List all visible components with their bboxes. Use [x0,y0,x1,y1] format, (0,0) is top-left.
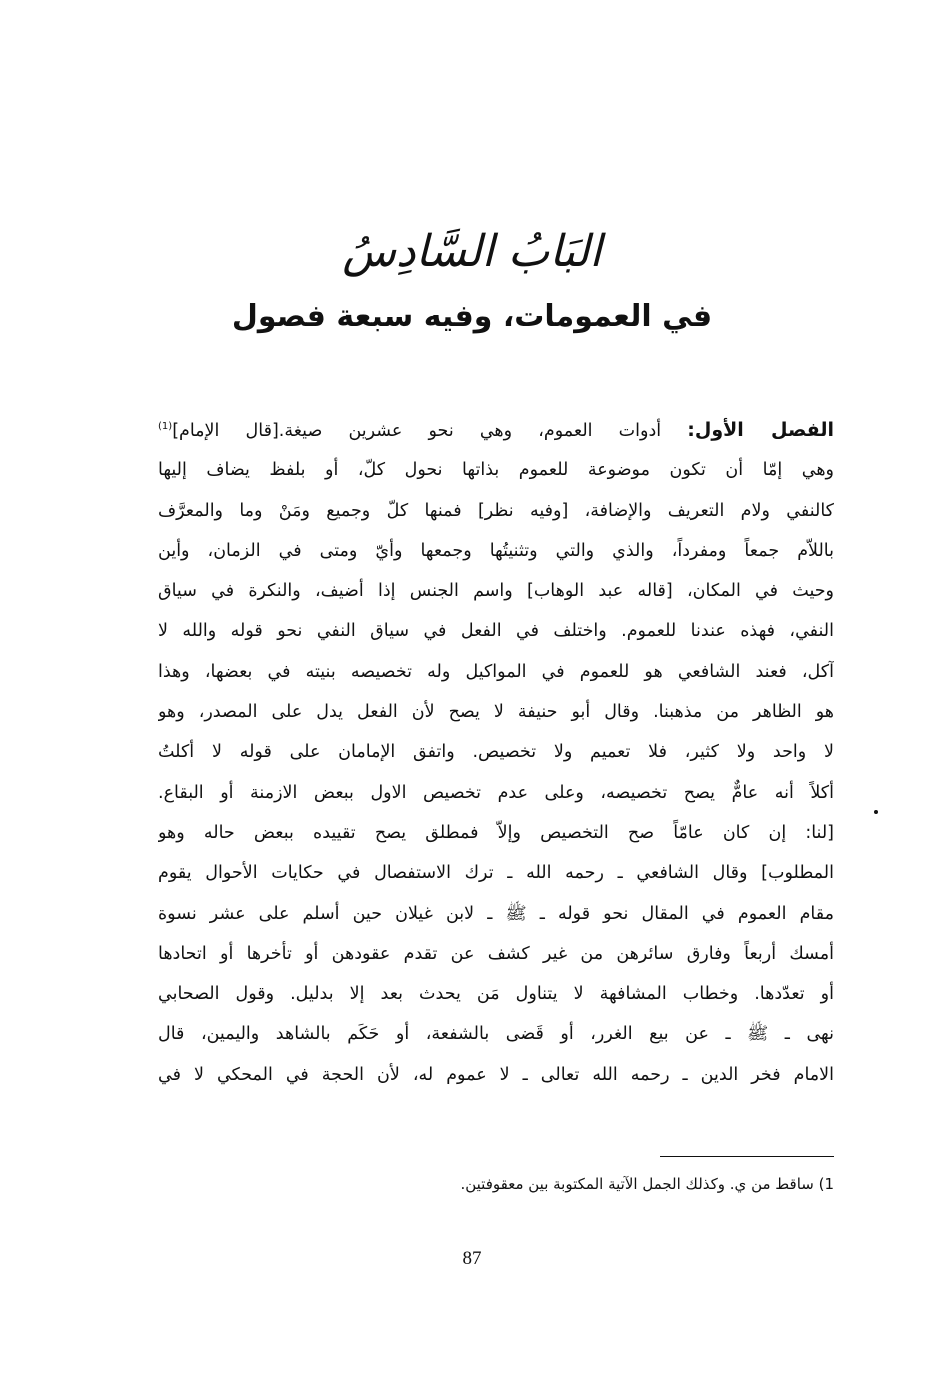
body-line: [لنا: إن كان عامّاً صح التخصيص وإلاّ فمطلق يصح تقييده ببعض حاله وهو [158,822,834,843]
footnote: 1) ساقط من ي. وكذلك الجمل الآتية المكتوبة بين معقوفتين. [460,1175,834,1193]
body-line: أكلاً أنه عامٌّ يصح تخصيصه، وعلى عدم تخصيص الاول ببعض الازمنة أو البقاع. [158,782,834,803]
body-line: أو تعدّدها. وخطاب المشافهة لا يتناول مَن يحدث بعد إلا بدليل. وقول الصحابي [158,984,834,1005]
footnote-divider [660,1156,834,1157]
body-line: باللاّم جمعاً ومفرداً، والذي والتي وتثنيتُها وجمعها وأيّ ومتى في الزمان، وأين [158,540,834,561]
body-line: المطلوب] وقال الشافعي ـ رحمه الله ـ ترك الاستفصال في حكايات الأحوال يقوم [158,863,834,884]
body-line: هو الظاهر من مذهبنا. وقال أبو حنيفة لا يصح لأن الفعل يدل على المصدر، وهو [158,702,834,723]
body-text [158,410,834,1095]
body-line: آكل، فعند الشافعي هو للعموم في المواكيل وله تخصيصه بنيته في بعضها، وهذا [158,661,834,682]
body-line: وهي إمّا أن تكون موضوعة للعموم بذاتها نحول كلّ، أو بلفظ يضاف إليها [158,460,834,481]
body-line: كالنفي ولام التعريف والإضافة، [وفيه نظر] فمنها كلّ وجميع ومَنْ وما والمعرَّف [158,500,834,521]
body-line: وحيث في المكان، [قاله عبد الوهاب] واسم الجنس إذا أضيف، والنكرة في سياق [158,581,834,602]
page-number: 87 [462,1248,482,1269]
body-line: مقام العموم في المقال نحو قوله ـ ﷺ ـ لابن غيلان حين أسلم على عشر نسوة [158,903,834,924]
margin-mark [874,810,878,814]
body-line: أمسك أربعاً وفارق سائرهن من غير كشف عن تقدم عقودهن أو تأخرها أو اتحادها [158,943,834,964]
body-line: نهى ـ ﷺ ـ عن بيع الغرر، أو قَضى بالشفعة، أو حَكَم بالشاهد واليمين، قال [158,1024,834,1045]
footnote-marker: (1) [158,421,173,433]
body-line [158,410,834,450]
chapter-title: البَابُ السَّادِسُ [342,226,602,277]
chapter-subtitle: في العمومات، وفيه سبعة فصول [231,299,713,334]
body-line: النفي، فهذه عندنا للعموم. واختلف في الفعل في سياق النفي نحو قوله والله لا [158,621,834,642]
body-line: الامام فخر الدين ـ رحمه الله تعالى ـ لا عموم له، لأن الحجة في المحكي لا في [158,1064,834,1085]
body-line-text: أدوات العموم، وهي نحو عشرين صيغة.[قال الإمام] [172,421,688,441]
section-heading: الفصل الأول: [687,419,834,441]
body-line: لا واحد ولا كثير، فلا تعميم ولا تخصيص. واتفق الإمامان على قوله لا أكلتُ [158,742,834,763]
